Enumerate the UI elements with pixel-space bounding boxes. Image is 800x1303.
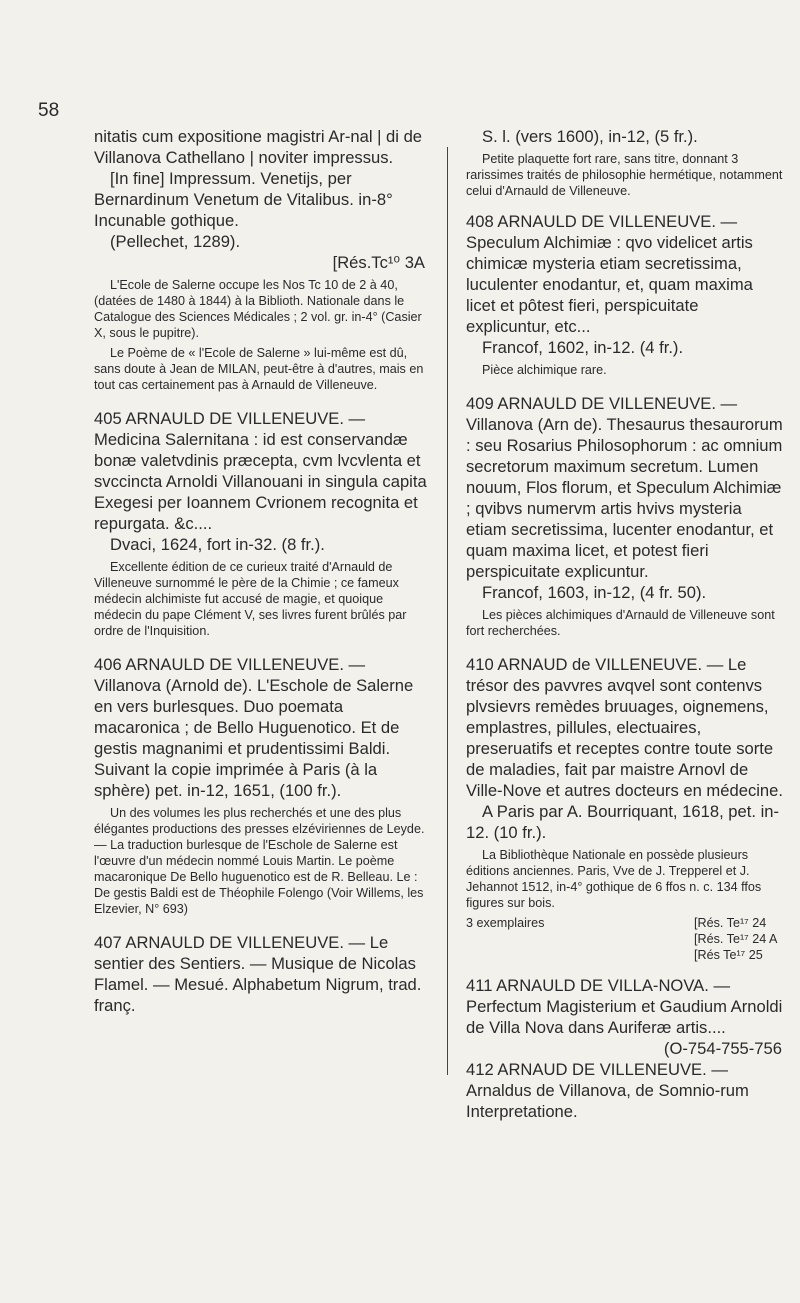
right-column (466, 126, 786, 1122)
left-paragraph: Un des volumes les plus recherchés et une des plus élégantes productions des presses elzéviriennes de Leyde. — La traduction burlesque de l'Eschole de Salerne est l'œuvre d'un médecin nommé Louis Martin. Le poème macaronique De Bello huguenotico est de R. Belleau. Le : De gestis Baldi est de Théophile Folengo (Voir Willems, les Elzevier, N° 693) (94, 806, 425, 916)
right-paragraph: 409 ARNAULD DE VILLENEUVE. — Villanova (Arn de). Thesaurus thesaurorum : seu Rosarius Philosophorum : ac omnium secretorum maximum secretum. Lumen nouum, Flos florum, et Speculum Alchimiæ ; qvibvs numervm artis hvivs mysteria etiam secretissima, lucenter enodantur, et quam maxima licet, et potest fieri perspicuitate explicuntur. (466, 394, 783, 581)
left-paragraph: Dvaci, 1624, fort in-32. (8 fr.). (110, 535, 325, 554)
left-paragraph: Excellente édition de ce curieux traité d'Arnauld de Villeneuve surnommé le père de la Chimie ; ce fameux médecin alchimiste fut accusé de magie, et quoique médecin du pape Clément V, ses livres furent brûlés par ordre de l'Inquisition. (94, 560, 407, 638)
page-number: 58 (38, 100, 60, 121)
right-paragraph: Les pièces alchimiques d'Arnauld de Villeneuve sont fort recherchées. (466, 608, 775, 638)
left-paragraph: nitatis cum expositione magistri Ar-nal | di de Villanova Cathellano | noviter impressus. (94, 127, 423, 167)
right-paragraph: Pièce alchimique rare. (482, 363, 607, 377)
holdings-refs (694, 915, 786, 963)
right-paragraph: A Paris par A. Bourriquant, 1618, pet. in-12. (10 fr.). (466, 802, 780, 842)
right-paragraph: 410 ARNAUD de VILLENEUVE. — Le trésor des pavvres avqvel sont contenvs plvsievrs remèdes bruuages, oignemens, emplastres, pillules, electuaires, preseruatifs et receptes contre toute sorte de maladies, fait par maistre Arnovl de Ville-Nove et autres docteurs en médecine. (466, 655, 783, 800)
holding-ref: [Rés Te¹⁷ 25 (694, 948, 763, 962)
right-paragraph: Francof, 1603, in-12, (4 fr. 50). (482, 583, 707, 602)
right-column-entries (466, 126, 786, 911)
left-paragraph: (Pellechet, 1289). (110, 232, 241, 251)
right-paragraph: 408 ARNAULD DE VILLENEUVE. — Speculum Alchimiæ : qvo videlicet artis chimicæ mysteria etiam secretissima, luculenter enodantur, et, quam maxima licet et pôtest fieri, perspicuitate explicuntur, etc... (466, 212, 753, 336)
holding-ref: [Rés. Te¹⁷ 24 A (694, 932, 778, 946)
left-paragraph: 406 ARNAULD DE VILLENEUVE. — Villanova (Arnold de). L'Eschole de Salerne en vers burlesques. Duo poemata macaronica ; de Bello Huguenotico. Et de gestis magnanimi et prudentissimi Baldi. Suivant la copie imprimée à Paris (à la sphère) pet. in-12, 1651, (100 fr.). (94, 655, 414, 800)
column-divider (447, 147, 448, 1075)
left-paragraph: [Rés.Tc¹⁰ 3A (332, 253, 425, 272)
left-paragraph: 405 ARNAULD DE VILLENEUVE. — Medicina Salernitana : id est conservandæ bonæ valetvdinis præcepta, cvm lvcvlenta et svccincta Arnoldi Villanouani in singula capita Exegesi per Ioannem Cvrionem recognita et repurgata. &c.... (94, 409, 427, 533)
holdings-label: 3 exemplaires (466, 916, 545, 930)
right-column-tail (466, 975, 786, 1122)
right-tail-paragraph: 411 ARNAULD DE VILLA-NOVA. — Perfectum Magisterium et Gaudium Arnoldi de Villa Nova dans Auriferæ artis.... (466, 976, 783, 1037)
left-paragraph: Le Poème de « l'Ecole de Salerne » lui-même est dû, sans doute à Jean de MILAN, peut-être à d'autres, mais en tout cas certainement pas à Arnauld de Villeneuve. (94, 346, 424, 392)
left-paragraph: [In fine] Impressum. Venetijs, per Bernardinum Venetum de Vitalibus. in-8° Incunable gothique. (94, 169, 393, 230)
left-paragraph: 407 ARNAULD DE VILLENEUVE. — Le sentier des Sentiers. — Musique de Nicolas Flamel. — Mesué. Alphabetum Nigrum, trad. franç. (94, 933, 422, 1015)
left-paragraph: L'Ecole de Salerne occupe les Nos Tc 10 de 2 à 40, (datées de 1480 à 1844) à la Biblioth. Nationale dans le Catalogue des Sciences Médicales ; 2 vol. gr. in-4° (Casier X, sous le pupitre). (94, 278, 422, 340)
right-tail-paragraph: 412 ARNAUD DE VILLENEUVE. — Arnaldus de Villanova, de Somnio-rum Interpretatione. (466, 1060, 749, 1121)
right-tail-paragraph: (O-754-755-756 (663, 1039, 782, 1058)
right-paragraph: Francof, 1602, in-12. (4 fr.). (482, 338, 684, 357)
right-paragraph: La Bibliothèque Nationale en possède plusieurs éditions anciennes. Paris, Vve de J. Trepperel et J. Jehannot 1512, in-4° gothique de 6 ffos n. c. 134 ffos figures sur bois. (466, 848, 762, 910)
holdings-block (466, 915, 786, 963)
left-column (94, 126, 429, 1016)
right-paragraph: Petite plaquette fort rare, sans titre, donnant 3 rarissimes traités de philosophie hermétique, notamment celui d'Arnauld de Villeneuve. (466, 152, 783, 198)
right-paragraph: S. l. (vers 1600), in-12, (5 fr.). (482, 127, 698, 146)
holding-ref: [Rés. Te¹⁷ 24 (694, 916, 767, 930)
